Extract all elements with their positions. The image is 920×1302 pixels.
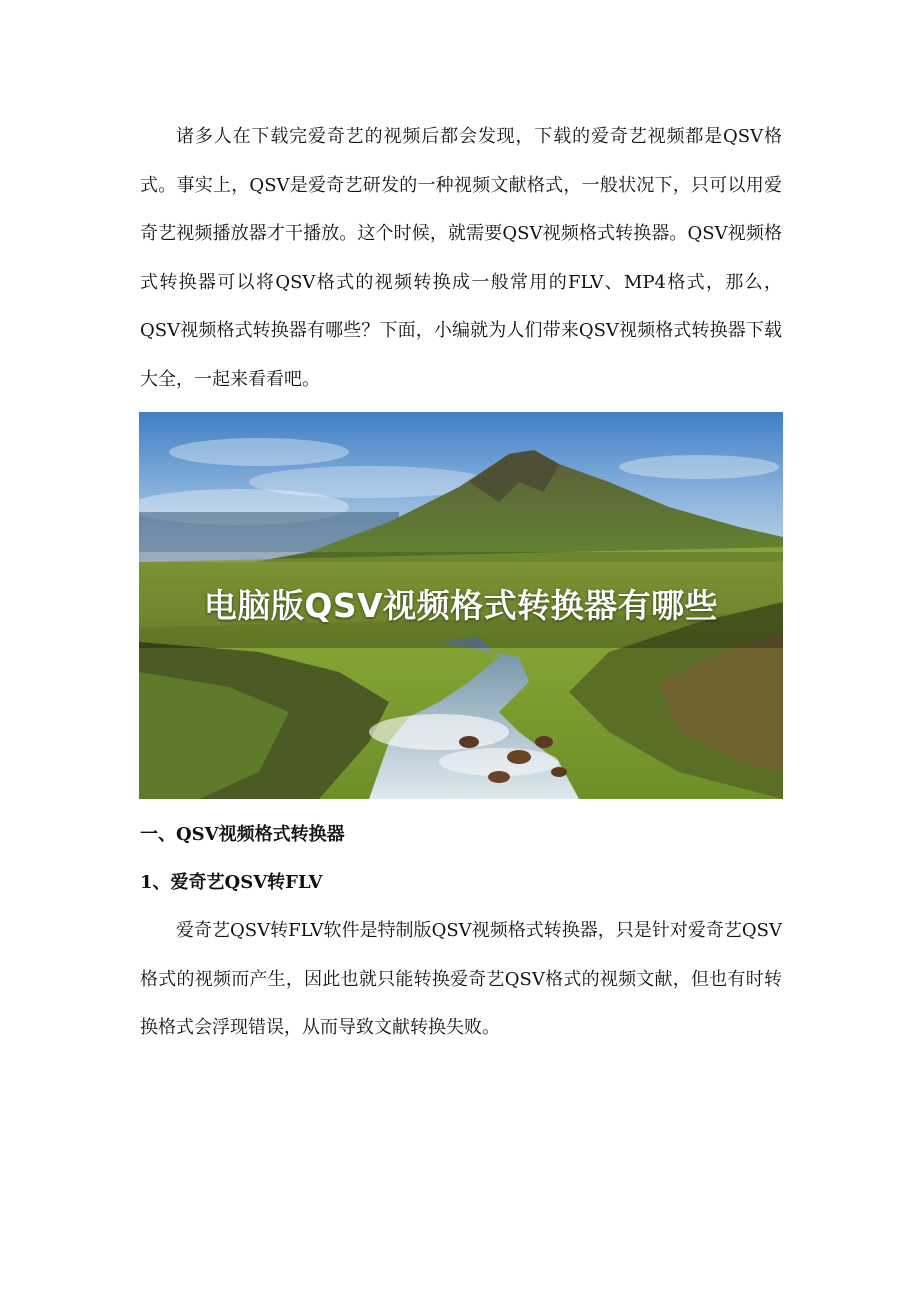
- intro-paragraph: 诸多人在下载完爱奇艺的视频后都会发现，下载的爱奇艺视频都是QSV格式。事实上，QSV是爱奇艺研发的一种视频文献格式，一般状况下，只可以用爱奇艺视频播放器才干播放。这个时候，就需要QSV视频格式转换器。QSV视频格式转换器可以将QSV格式的视频转换成一般常用的FLV、MP4格式，那么，QSV视频格式转换器有哪些？下面，小编就为人们带来QSV视频格式转换器下载大全，一起来看看吧。: [140, 126, 782, 390]
- item-heading: 1、爱奇艺QSV转FLV: [140, 872, 323, 893]
- item-paragraph: 爱奇艺QSV转FLV软件是特制版QSV视频格式转换器，只是针对爱奇艺QSV格式的视频而产生，因此也就只能转换爱奇艺QSV格式的视频文献，但也有时转换格式会浮现错误，从而导致文献转换失败。: [140, 920, 782, 1039]
- section-heading: 一、QSV视频格式转换器: [140, 824, 345, 845]
- banner-image: [139, 412, 783, 799]
- banner-title: 电脑版QSV视频格式转换器有哪些: [203, 586, 719, 625]
